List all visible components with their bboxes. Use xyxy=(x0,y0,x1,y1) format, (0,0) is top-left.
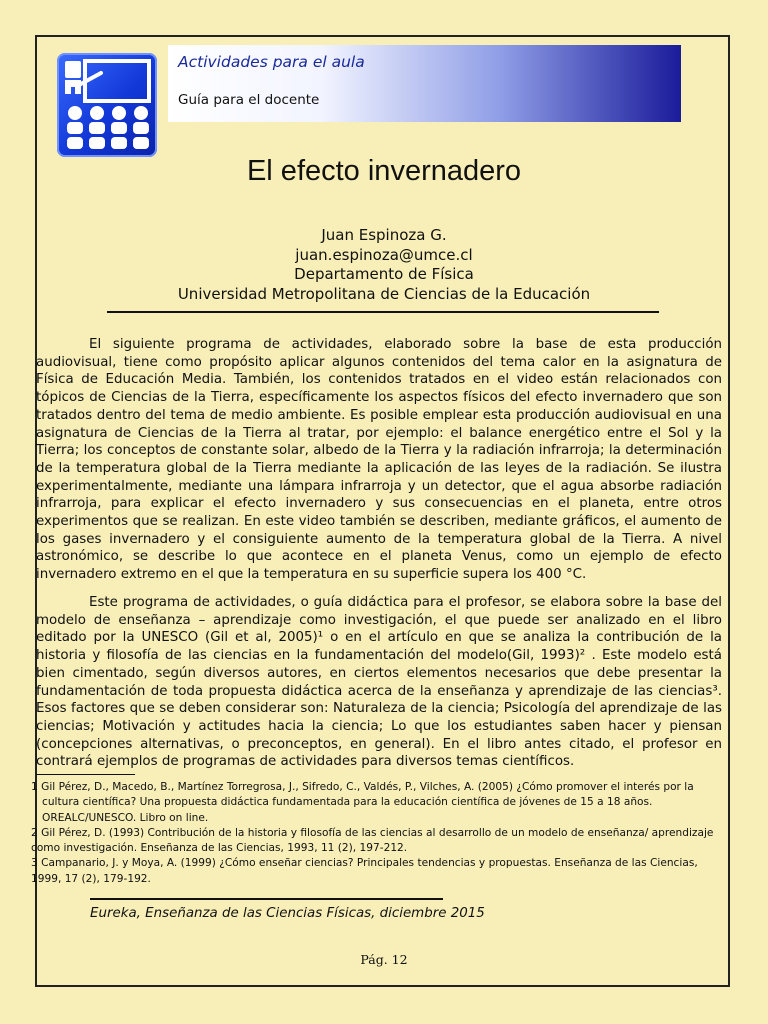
body-paragraph: El siguiente programa de actividades, elaborado sobre la base de esta producción audiovisual, tiene como propósito aplicar algunos contenidos del tema calor en la asignatura de Física de Educación Media. También, los contenidos tratados en el video están relacionados con tópicos de Ciencias de la Tierra, específicamente los aspectos físicos del efecto invernadero que son tratados dentro del tema de medio ambiente. Es posible emplear esta producción audiovisual en una asignatura de Ciencias de la Tierra al tratar, por ejemplo: el balance energético entre el Sol y la Tierra; los conceptos de constante solar, albedo de la Tierra y la radiación infrarroja; la determinación de la temperatura global de la Tierra mediante la aplicación de las leyes de la radiación. Se ilustra experimentalmente, mediante una lámpara infrarroja y un detector, que el agua absorbe radiación infrarroja, para explicar el efecto invernadero y sus consecuencias en el planeta, entre otros experimentos que se realizan. En este video también se describen, mediante gráficos, el aumento de los gases invernadero y el consiguiente aumento de la temperatura global de la Tierra. A nivel astronómico, se describe lo que acontece en el planeta Venus, como un ejemplo de efecto invernadero extremo en el que la temperatura en su superficie supera los 400 °C. xyxy=(36,337,722,583)
section-subtitle: Guía para el docente xyxy=(178,92,320,108)
article-title: El efecto invernadero xyxy=(246,155,522,187)
body-paragraph: Este programa de actividades, o guía didáctica para el profesor, se elabora sobre la base del modelo de enseñanza – aprendizaje como investigación, el que puede ser analizado en el libro editado por la UNESCO (Gil et al, 2005)¹ o en el artículo en que se analiza la contribución de la historia y filosofía de las ciencias en la fundamentación del modelo(Gil, 1993)² . Este modelo está bien cimentado, según diversos autores, en ciertos elementos necesarios que debe presentar la fundamentación de toda propuesta didáctica acerca de la enseñanza y aprendizaje de las ciencias³. Esos factores que se deben considerar son: Naturaleza de la ciencia; Psicología del aprendizaje de las ciencias; Motivación y actitudes hacia la ciencia; Lo que los estudiantes saben hacer y piensan (concepciones alternativas, o preconceptos, en general). En el libro antes citado, el profesor en contrará ejemplos de programas de actividades para diversos temas científicos. xyxy=(36,595,722,770)
journal-citation: Eureka, Enseñanza de las Ciencias Físicas, diciembre 2015 xyxy=(90,906,485,921)
footnote: 1 Gil Pérez, D., Macedo, B., Martínez Torregrosa, J., Sifredo, C., Valdés, P., Vilches, A. (2005) ¿Cómo promover el interés por la cultura científica? Una propuesta didáctica fundamentada para la educación científica de jóvenes de 15 a 18 años. OREALC/UNESCO. Libro on line. xyxy=(31,781,694,824)
author-email: juan.espinoza@umce.cl xyxy=(295,245,473,264)
author-university: Universidad Metropolitana de Ciencias de la Educación xyxy=(177,284,591,303)
footnotes xyxy=(31,780,721,887)
footnote: 3 Campanario, J. y Moya, A. (1999) ¿Cómo enseñar ciencias? Principales tendencias y propuestas. Enseñanza de las Ciencias, 1999, 17 (2), 179-192. xyxy=(31,857,698,885)
author-block xyxy=(0,226,768,304)
classroom-icon-graphic xyxy=(57,53,157,157)
author-name: Juan Espinoza G. xyxy=(321,226,447,244)
footnote-divider xyxy=(36,774,135,775)
header-divider xyxy=(107,311,659,313)
author-department: Departamento de Física xyxy=(294,265,474,283)
footnote: 2 Gil Pérez, D. (1993) Contribución de la historia y filosofía de las ciencias al desarrollo de un modelo de enseñanza/ aprendizaje como investigación. Enseñanza de las Ciencias, 1993, 11 (2), 197-212. xyxy=(31,826,714,855)
section-title: Actividades para el aula xyxy=(178,53,365,71)
footer-divider xyxy=(90,898,443,900)
page-number: Pág. 12 xyxy=(360,952,408,967)
classroom-teacher-icon xyxy=(57,53,157,157)
